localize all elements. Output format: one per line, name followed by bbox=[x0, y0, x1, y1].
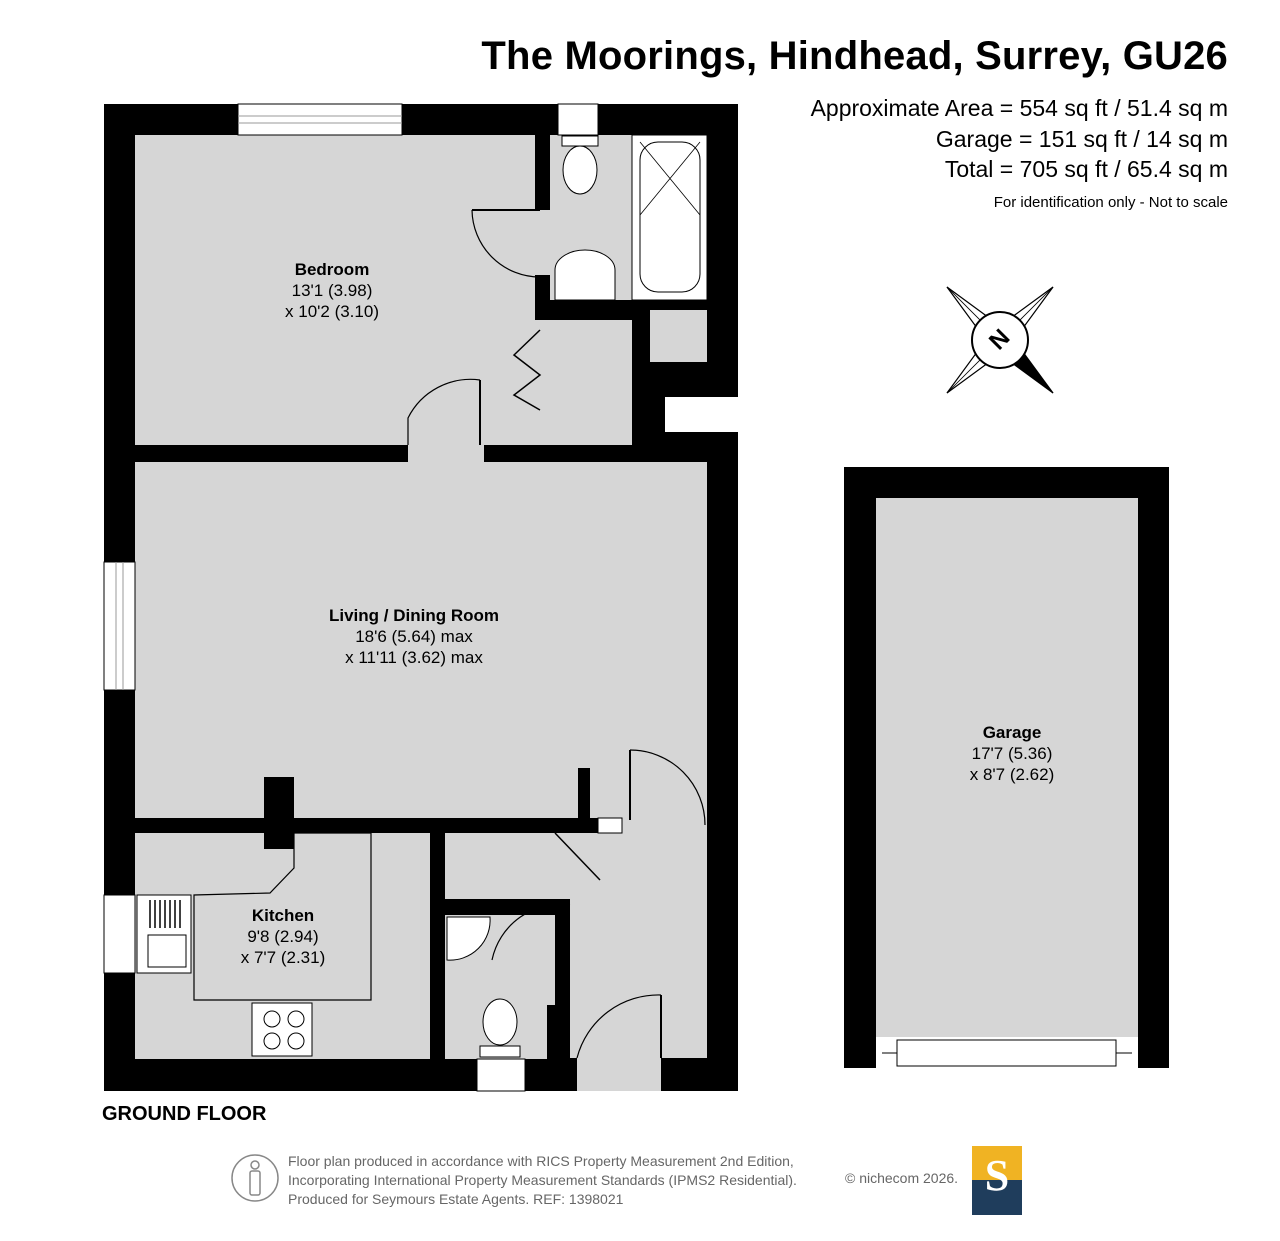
room-dim: x 10'2 (3.10) bbox=[285, 302, 379, 321]
entrance-floor bbox=[577, 1058, 661, 1091]
bedroom-label bbox=[232, 259, 432, 322]
footer-line: Produced for Seymours Estate Agents. REF: 1398021 bbox=[288, 1191, 624, 1207]
room-name: Bedroom bbox=[294, 260, 370, 279]
kitchen-window bbox=[104, 895, 135, 973]
hall-floor bbox=[570, 818, 707, 1058]
room-dim: 17'7 (5.36) bbox=[971, 744, 1053, 763]
cloakroom-toilet bbox=[483, 999, 517, 1045]
room-name: Living / Dining Room bbox=[329, 606, 499, 625]
main-building bbox=[104, 104, 740, 1091]
room-dim: x 8'7 (2.62) bbox=[969, 765, 1055, 784]
garage-label bbox=[932, 722, 1092, 785]
footer-line: Floor plan produced in accordance with RICS Property Measurement 2nd Edition, bbox=[288, 1153, 794, 1169]
room-dim: 9'8 (2.94) bbox=[247, 927, 319, 946]
living-window bbox=[104, 562, 135, 690]
room-name: Garage bbox=[982, 723, 1042, 742]
scale-note: For identification only - Not to scale bbox=[993, 194, 1228, 211]
cloakroom-window bbox=[477, 1059, 525, 1091]
wardrobe-floor bbox=[484, 320, 632, 445]
compass-north-label: N bbox=[983, 323, 1016, 356]
living-label bbox=[294, 605, 534, 668]
logo-letter: S bbox=[984, 1151, 1010, 1200]
footer-line: Incorporating International Property Measurement Standards (IPMS2 Residential). bbox=[288, 1172, 797, 1188]
total-area: Total = 705 sq ft / 65.4 sq m bbox=[944, 156, 1228, 182]
bathroom-toilet bbox=[563, 146, 597, 194]
garage-door bbox=[897, 1040, 1116, 1066]
footer-disclaimer bbox=[288, 1152, 797, 1209]
garage-area: Garage = 151 sq ft / 14 sq m bbox=[935, 126, 1228, 152]
kitchen-label bbox=[203, 905, 363, 968]
kitchen-hob bbox=[252, 1003, 312, 1056]
room-name: Kitchen bbox=[251, 906, 315, 925]
person-icon bbox=[232, 1155, 278, 1201]
plan-title: The Moorings, Hindhead, Surrey, GU26 bbox=[481, 34, 1228, 78]
bathroom-basin bbox=[555, 250, 615, 300]
floor-label: GROUND FLOOR bbox=[102, 1103, 267, 1125]
copyright: © nichecom 2026. bbox=[845, 1170, 959, 1186]
bedroom-window bbox=[238, 104, 402, 135]
cupboard-floor bbox=[445, 833, 570, 899]
room-dim: x 7'7 (2.31) bbox=[240, 948, 326, 967]
room-dim: 13'1 (3.98) bbox=[291, 281, 373, 300]
room-dim: x 11'11 (3.62) max bbox=[345, 648, 483, 667]
approx-area: Approximate Area = 554 sq ft / 51.4 sq m bbox=[810, 95, 1228, 121]
bath-tub bbox=[632, 135, 707, 300]
bathroom-window bbox=[558, 104, 598, 135]
room-dim: 18'6 (5.64) max bbox=[355, 627, 473, 646]
bath-cupboard-floor bbox=[650, 310, 707, 362]
